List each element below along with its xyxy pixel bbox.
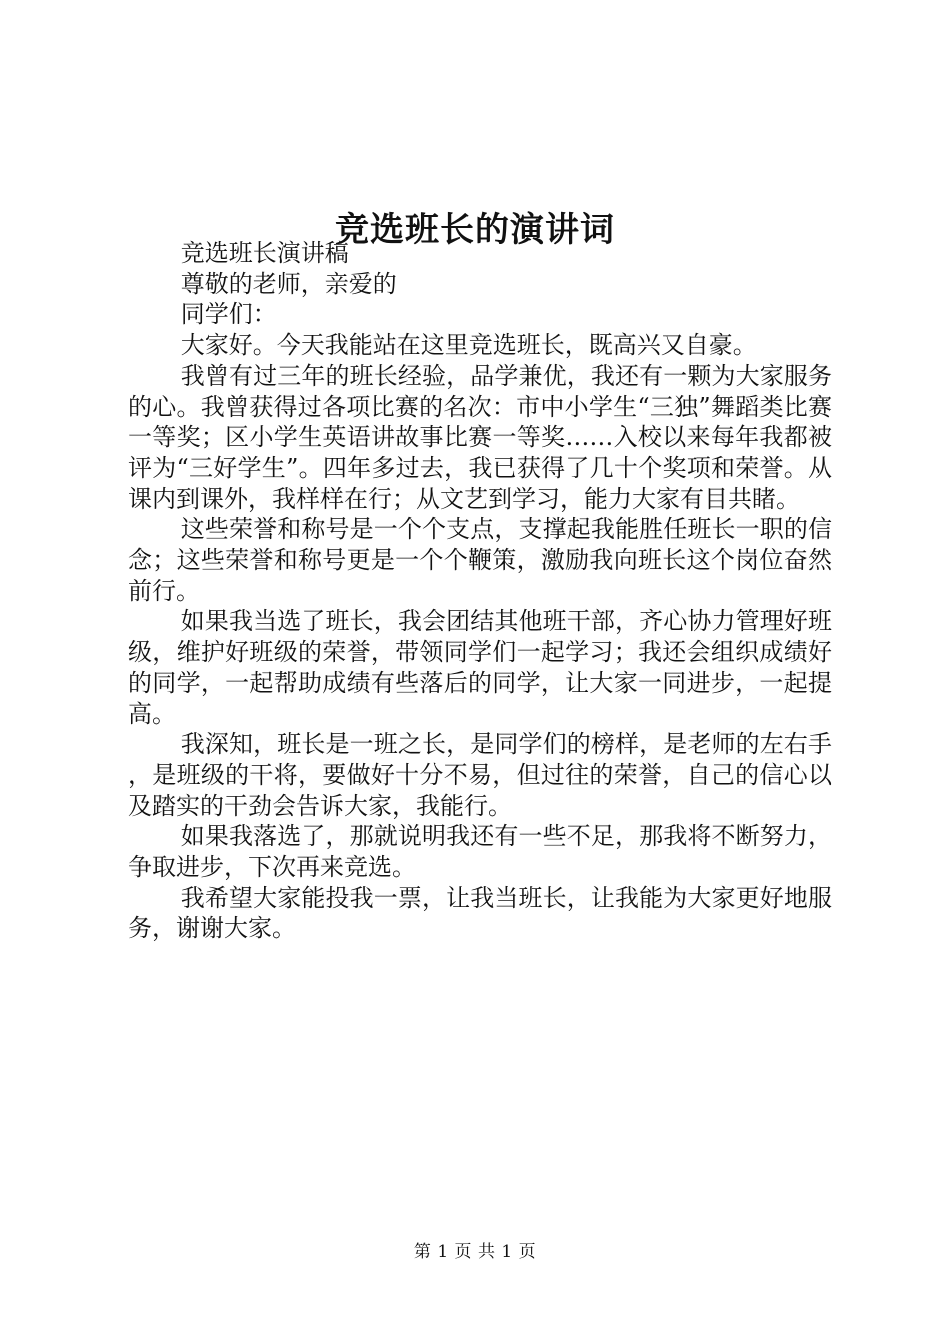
- document-title: 竞选班长的演讲词: [335, 209, 615, 250]
- paragraph-salutation-continued: 同学们：: [180, 300, 277, 329]
- paragraph-closing: 我希望大家能投我一票，让我当班长，让我能为大家更好地服务，谢谢大家。: [128, 883, 832, 943]
- paragraph-honors: 这些荣誉和称号是一个个支点，支撑起我能胜任班长一职的信念；这些荣誉和称号更是一个个鞭策，激励我向班长这个岗位奋然前行。: [128, 515, 832, 605]
- document-body: [128, 238, 832, 944]
- paragraph-experience: 我曾有过三年的班长经验，品学兼优，我还有一颗为大家服务的心。我曾获得过各项比赛的名次：市中小学生“三独”舞蹈类比赛一等奖；区小学生英语讲故事比赛一等奖……入校以来每年我都被评为“三好学生”。四年多过去，我已获得了几十个奖项和荣誉。从课内到课外，我样样在行；从文艺到学习，能力大家有目共睹。: [128, 361, 832, 513]
- paragraph-if-not-elected: 如果我落选了，那就说明我还有一些不足，那我将不断努力，争取进步，下次再来竞选。: [128, 822, 832, 882]
- paragraph-subtitle: 竞选班长演讲稿: [180, 239, 349, 267]
- paragraph-if-elected: 如果我当选了班长，我会团结其他班干部，齐心协力管理好班级，维护好班级的荣誉，带领同学们一起学习；我还会组织成绩好的同学，一起帮助成绩有些落后的同学，让大家一同进步，一起提高。: [128, 607, 832, 728]
- paragraph-understanding: 我深知，班长是一班之长，是同学们的榜样，是老师的左右手，是班级的干将，要做好十分不易，但过往的荣誉，自己的信心以及踏实的干劲会告诉大家，我能行。: [128, 730, 832, 820]
- paragraph-salutation: 尊敬的老师，亲爱的: [180, 269, 397, 298]
- page-number-footer: 第 1 页 共 1 页: [413, 1242, 537, 1262]
- paragraph-greeting: 大家好。今天我能站在这里竞选班长，既高兴又自豪。: [180, 331, 757, 360]
